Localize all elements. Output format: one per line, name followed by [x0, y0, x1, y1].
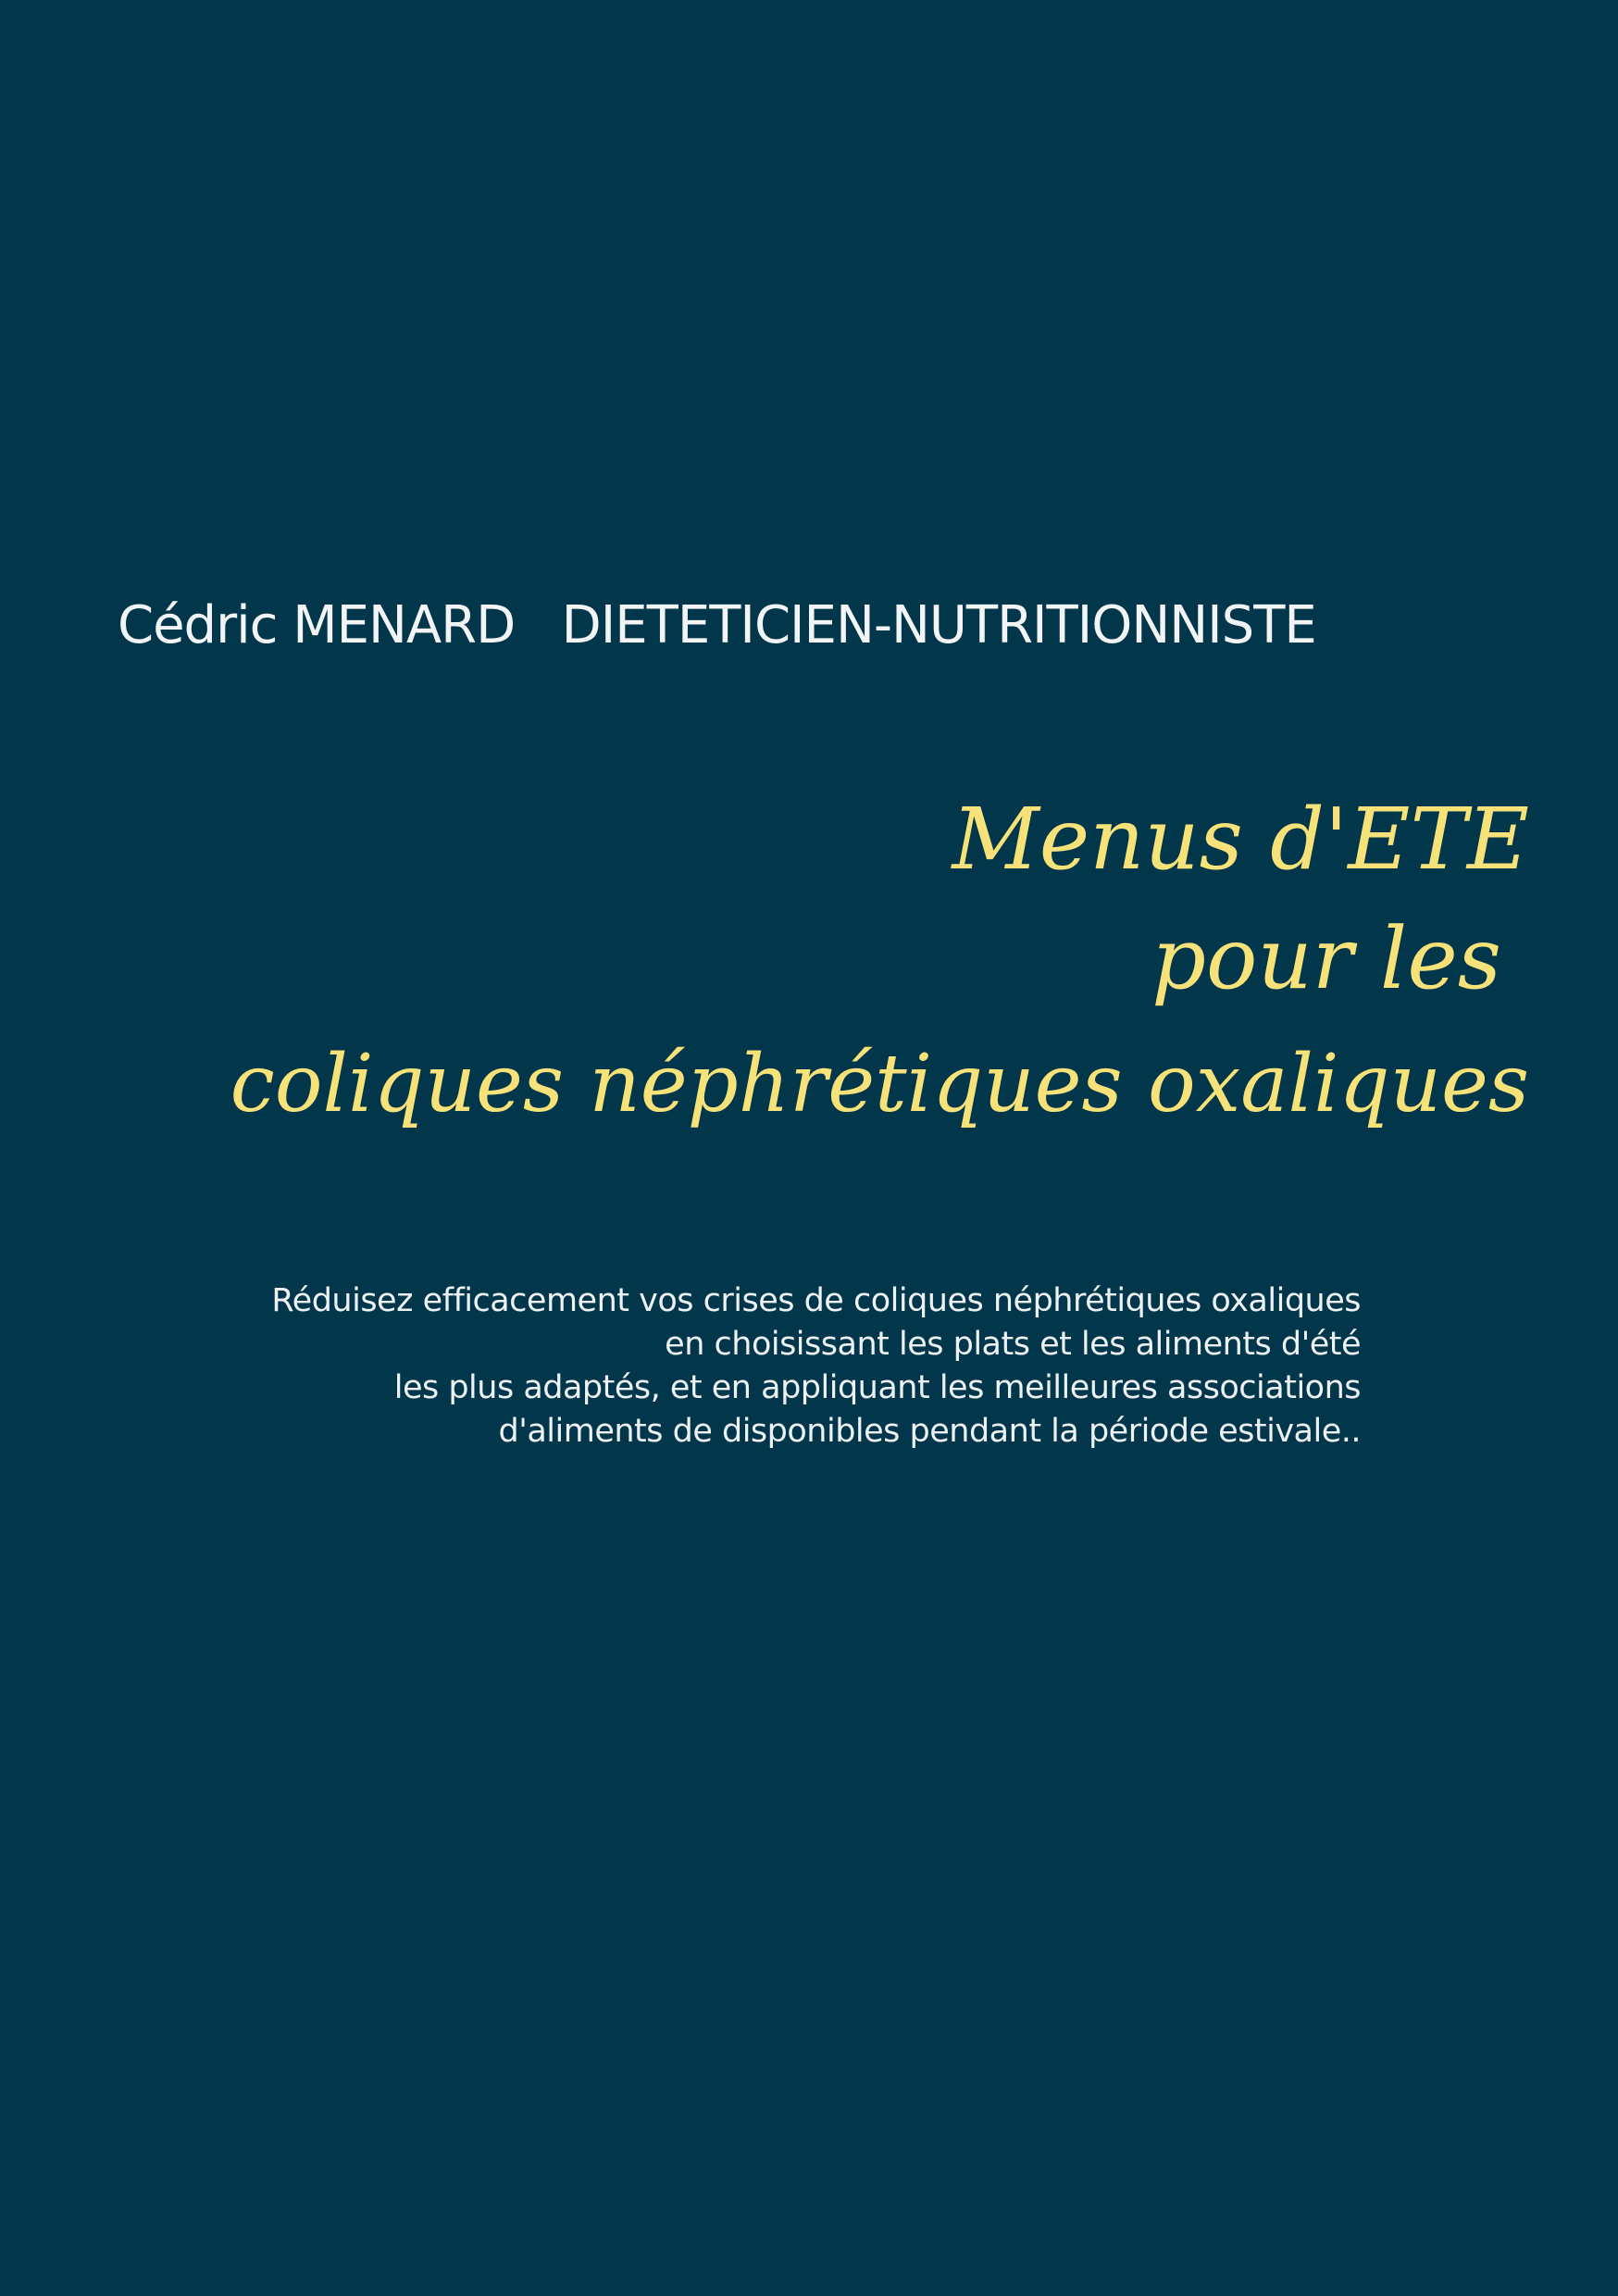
- blurb-line-1: Réduisez efficacement vos crises de coliques néphrétiques oxaliques: [271, 1282, 1361, 1319]
- title-line-3: coliques néphrétiques oxaliques: [230, 1038, 1529, 1130]
- cover-blurb: [271, 1279, 1361, 1454]
- book-title: [230, 785, 1529, 1144]
- title-line-2: pour les: [1151, 909, 1501, 1008]
- blurb-line-3: les plus adaptés, et en appliquant les meilleures associations: [393, 1369, 1361, 1406]
- title-line-1: Menus d'ETE: [952, 790, 1529, 889]
- blurb-line-2: en choisissant les plats et les aliments d'été: [665, 1326, 1361, 1363]
- blurb-line-4: d'aliments de disponibles pendant la période estivale..: [498, 1413, 1361, 1450]
- author-name-and-profession: Cédric MENARD DIETETICIEN-NUTRITIONNISTE: [118, 595, 1316, 655]
